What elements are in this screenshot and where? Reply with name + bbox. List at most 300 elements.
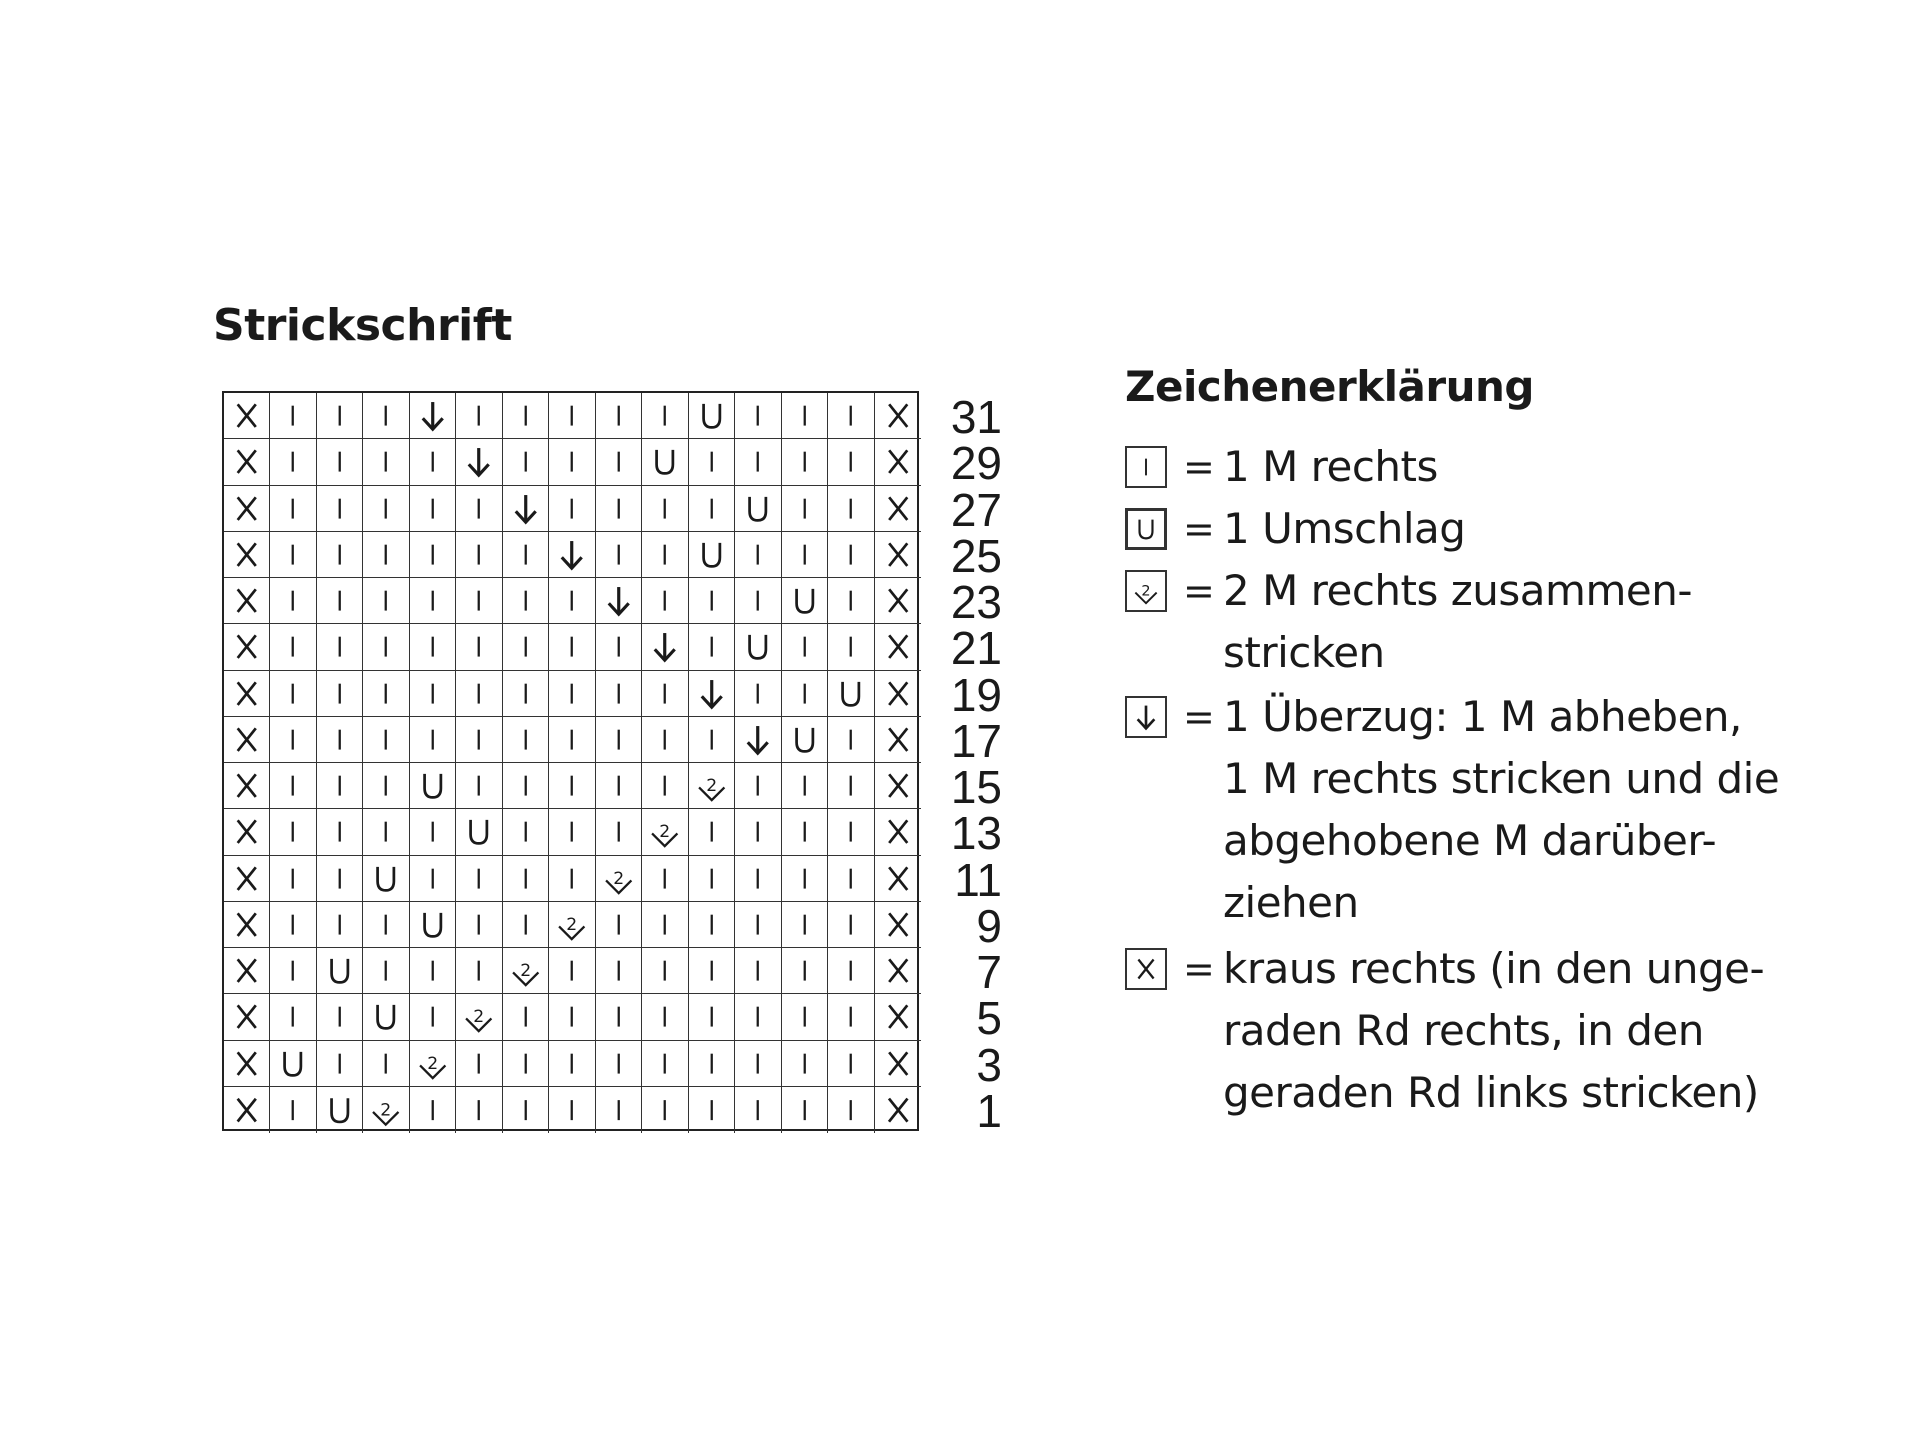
knit-stitch-icon (596, 994, 641, 1039)
knit-stitch-icon (503, 624, 548, 669)
garter-stitch-icon (875, 809, 921, 854)
yarn-over-icon (828, 671, 873, 716)
knit-stitch-symbol-cell (596, 994, 642, 1040)
garter-stitch-symbol-cell (224, 856, 270, 902)
knit-stitch-icon (270, 948, 315, 993)
knit-stitch-symbol-cell (363, 393, 409, 439)
knit-stitch-symbol-cell (642, 1041, 688, 1087)
knit-stitch-icon (456, 1087, 501, 1133)
knit-stitch-symbol-cell (549, 578, 595, 624)
knit-stitch-symbol-cell (642, 578, 688, 624)
yarn-over-icon (456, 809, 501, 854)
knit-stitch-icon (642, 763, 687, 808)
knit-stitch-symbol-cell (549, 856, 595, 902)
knit-stitch-icon (596, 532, 641, 577)
knit-stitch-symbol-cell (689, 1087, 735, 1133)
legend-description-line: 1 M rechts stricken und die (1223, 754, 1780, 803)
legend-description (1223, 560, 1920, 684)
knit-stitch-symbol-cell (270, 671, 316, 717)
k2tog-symbol-cell (363, 1087, 409, 1133)
legend-description (1223, 436, 1920, 498)
legend-title: Zeichenerklärung (1125, 362, 1534, 411)
knit-stitch-icon (410, 994, 455, 1039)
knit-stitch-symbol-cell (782, 393, 828, 439)
knit-stitch-symbol-cell (828, 1087, 874, 1133)
skp-decrease-symbol (1125, 696, 1167, 738)
knit-stitch-icon (410, 486, 455, 531)
garter-stitch-icon (875, 671, 921, 716)
knit-stitch-icon (828, 809, 873, 854)
knit-stitch-icon (549, 994, 594, 1039)
knit-stitch-symbol-cell (270, 948, 316, 994)
svg-text:2: 2 (473, 1007, 485, 1028)
garter-stitch-icon (224, 1087, 269, 1133)
knit-stitch-symbol-cell (828, 948, 874, 994)
knit-stitch-symbol-cell (363, 578, 409, 624)
knit-stitch-icon (317, 393, 362, 438)
knit-stitch-icon (828, 902, 873, 947)
yarn-over-icon (410, 763, 455, 808)
knit-stitch-symbol-cell (735, 809, 781, 855)
knit-stitch-icon (735, 578, 780, 623)
knit-stitch-icon (456, 856, 501, 901)
knit-stitch-symbol-cell (735, 393, 781, 439)
knit-stitch-icon (363, 486, 408, 531)
knit-stitch-icon (642, 948, 687, 993)
garter-stitch-symbol-cell (875, 532, 921, 578)
knit-stitch-icon (503, 532, 548, 577)
row-number: 31 (950, 391, 1002, 443)
knit-stitch-icon (363, 717, 408, 762)
knit-stitch-symbol-cell (270, 486, 316, 532)
knit-stitch-icon (828, 994, 873, 1039)
knit-stitch-icon (689, 994, 734, 1039)
knit-stitch-symbol-cell (689, 809, 735, 855)
k2tog-symbol-cell (549, 902, 595, 948)
knit-stitch-symbol-cell (503, 1087, 549, 1133)
svg-text:2: 2 (427, 1053, 439, 1074)
knit-stitch-symbol-cell (596, 1087, 642, 1133)
garter-stitch-symbol-cell (875, 763, 921, 809)
knit-stitch-icon (596, 1087, 641, 1133)
knit-stitch-symbol-cell (828, 1041, 874, 1087)
knit-stitch-symbol-cell (503, 532, 549, 578)
svg-text:2: 2 (1141, 583, 1151, 600)
garter-stitch-icon (875, 532, 921, 577)
legend-equals: = (1183, 445, 1215, 489)
knit-stitch-symbol-cell (549, 393, 595, 439)
garter-stitch-symbol-cell (224, 1087, 270, 1133)
knit-stitch-symbol-cell (735, 532, 781, 578)
garter-stitch-icon (224, 393, 269, 438)
garter-stitch-symbol-cell (875, 717, 921, 763)
legend-equals: = (1183, 569, 1215, 613)
knit-stitch-symbol-cell (642, 486, 688, 532)
knit-stitch-symbol-cell (456, 717, 502, 763)
knit-stitch-symbol-cell (270, 994, 316, 1040)
knit-stitch-symbol-cell (503, 624, 549, 670)
row-number: 5 (976, 992, 1002, 1045)
knit-stitch-icon (270, 624, 315, 669)
skp-decrease-icon (596, 578, 641, 623)
knit-stitch-icon (549, 1041, 594, 1086)
knit-stitch-icon (735, 994, 780, 1039)
knit-stitch-symbol-cell (410, 671, 456, 717)
knit-stitch-icon (270, 486, 315, 531)
knit-stitch-icon (782, 948, 827, 993)
garter-stitch-icon (224, 486, 269, 531)
knit-stitch-symbol-cell (270, 393, 316, 439)
knit-stitch-icon (549, 948, 594, 993)
knit-stitch-icon (689, 717, 734, 762)
knit-stitch-icon (363, 439, 408, 484)
knit-stitch-symbol-cell (689, 856, 735, 902)
knit-stitch-symbol-cell (317, 763, 363, 809)
knit-stitch-symbol-cell (596, 624, 642, 670)
knit-stitch-icon (782, 393, 827, 438)
knit-stitch-symbol-cell (317, 856, 363, 902)
knit-stitch-symbol-cell (410, 439, 456, 485)
row-number: 19 (950, 668, 1002, 721)
svg-text:2: 2 (566, 914, 578, 935)
knit-stitch-symbol-cell (317, 1041, 363, 1087)
k2tog-icon (363, 1087, 408, 1133)
knit-stitch-symbol-cell (828, 717, 874, 763)
yarn-over-icon (735, 624, 780, 669)
knit-stitch-symbol-cell (735, 578, 781, 624)
knit-stitch-symbol-cell (642, 393, 688, 439)
knit-stitch-icon (456, 486, 501, 531)
knit-stitch-icon (828, 393, 873, 438)
garter-stitch-symbol-cell (224, 671, 270, 717)
knit-stitch-symbol-cell (642, 902, 688, 948)
knit-stitch-symbol-cell (596, 948, 642, 994)
knit-stitch-icon (828, 763, 873, 808)
yarn-over-icon (363, 994, 408, 1039)
knit-stitch-symbol-cell (596, 1041, 642, 1087)
yarn-over-symbol-cell (456, 809, 502, 855)
knit-stitch-symbol-cell (549, 948, 595, 994)
knit-stitch-symbol-cell (549, 994, 595, 1040)
knit-stitch-icon (596, 671, 641, 716)
knit-stitch-symbol-cell (828, 393, 874, 439)
skp-decrease-symbol-cell (596, 578, 642, 624)
skp-decrease-symbol-cell (642, 624, 688, 670)
knit-stitch-icon (782, 439, 827, 484)
knit-stitch-icon (503, 994, 548, 1039)
knit-stitch-symbol-cell (782, 763, 828, 809)
knit-stitch-icon (596, 763, 641, 808)
knit-stitch-symbol-cell (642, 1087, 688, 1133)
knit-stitch-icon (642, 717, 687, 762)
knit-stitch-symbol-cell (270, 809, 316, 855)
knit-stitch-symbol-cell (596, 532, 642, 578)
knit-stitch-icon (782, 671, 827, 716)
garter-stitch-icon (875, 902, 921, 947)
skp-decrease-icon (410, 393, 455, 438)
knit-stitch-symbol-cell (782, 671, 828, 717)
knit-stitch-icon (735, 671, 780, 716)
knit-stitch-icon (410, 717, 455, 762)
knit-stitch-icon (270, 763, 315, 808)
knit-stitch-icon (270, 1087, 315, 1133)
knit-stitch-icon (503, 578, 548, 623)
knit-stitch-icon (363, 763, 408, 808)
knit-stitch-symbol-cell (317, 393, 363, 439)
garter-stitch-icon (875, 948, 921, 993)
knit-stitch-icon (596, 393, 641, 438)
knit-stitch-icon (270, 532, 315, 577)
svg-text:2: 2 (613, 868, 624, 889)
knit-stitch-symbol-cell (549, 763, 595, 809)
knit-stitch-icon (642, 671, 687, 716)
knit-stitch-symbol-cell (363, 486, 409, 532)
skp-decrease-symbol-cell (549, 532, 595, 578)
knit-stitch-icon (735, 948, 780, 993)
knit-stitch-symbol-cell (410, 809, 456, 855)
knit-stitch-icon (503, 763, 548, 808)
garter-stitch-icon (224, 856, 269, 901)
knit-stitch-symbol-cell (503, 393, 549, 439)
knit-stitch-icon (503, 393, 548, 438)
knit-stitch-symbol-cell (270, 763, 316, 809)
knit-stitch-symbol-cell (410, 994, 456, 1040)
knit-stitch-icon (596, 1041, 641, 1086)
knit-stitch-symbol-cell (317, 624, 363, 670)
knit-stitch-symbol-cell (456, 486, 502, 532)
knit-stitch-icon (270, 578, 315, 623)
knit-stitch-icon (828, 486, 873, 531)
knit-stitch-icon (503, 671, 548, 716)
garter-stitch-symbol-cell (224, 439, 270, 485)
knit-stitch-symbol-cell (317, 578, 363, 624)
skp-decrease-symbol-cell (503, 486, 549, 532)
row-number: 29 (950, 437, 1002, 490)
k2tog-symbol-cell (410, 1041, 456, 1087)
knit-stitch-icon (503, 1041, 548, 1086)
garter-stitch-icon (224, 1041, 269, 1086)
row-number: 1 (976, 1084, 1002, 1137)
knit-stitch-symbol-cell (503, 763, 549, 809)
legend-description-line: raden Rd rechts, in den (1223, 1006, 1704, 1055)
knit-stitch-symbol-cell (317, 671, 363, 717)
knit-stitch-icon (456, 717, 501, 762)
knit-stitch-symbol-cell (270, 1087, 316, 1133)
garter-stitch-symbol-cell (875, 671, 921, 717)
knit-stitch-icon (456, 393, 501, 438)
knit-stitch-icon (689, 809, 734, 854)
knit-stitch-symbol-cell (363, 439, 409, 485)
knit-stitch-symbol-cell (596, 763, 642, 809)
knit-stitch-symbol-cell (456, 393, 502, 439)
yarn-over-icon (735, 486, 780, 531)
knit-stitch-symbol-cell (642, 671, 688, 717)
garter-stitch-icon (875, 439, 921, 484)
knit-stitch-icon (689, 1041, 734, 1086)
k2tog-icon (503, 948, 548, 993)
knit-stitch-symbol-cell (503, 1041, 549, 1087)
knit-stitch-symbol-cell (735, 994, 781, 1040)
legend-equals: = (1183, 947, 1215, 991)
knit-stitch-icon (642, 1041, 687, 1086)
skp-decrease-icon (735, 717, 780, 762)
knit-stitch-symbol-cell (270, 624, 316, 670)
yarn-over-symbol-cell (410, 902, 456, 948)
knit-stitch-icon (503, 809, 548, 854)
knit-stitch-symbol-cell (549, 671, 595, 717)
knit-stitch-symbol-cell (689, 486, 735, 532)
knit-stitch-icon (317, 486, 362, 531)
knit-stitch-icon (735, 856, 780, 901)
garter-stitch-symbol-cell (224, 393, 270, 439)
k2tog-symbol (1125, 570, 1167, 612)
row-number: 7 (976, 946, 1002, 998)
knit-stitch-icon (317, 809, 362, 854)
knit-stitch-icon (270, 856, 315, 901)
knit-stitch-icon (782, 1087, 827, 1133)
yarn-over-symbol-cell (735, 486, 781, 532)
skp-decrease-symbol-cell (456, 439, 502, 485)
knit-stitch-symbol-cell (642, 948, 688, 994)
garter-stitch-icon (875, 624, 921, 669)
knit-stitch-symbol-cell (596, 902, 642, 948)
row-number: 21 (950, 622, 1002, 675)
knit-stitch-icon (270, 994, 315, 1039)
knit-stitch-icon (317, 717, 362, 762)
knit-stitch-symbol-cell (642, 994, 688, 1040)
knit-stitch-icon (410, 1087, 455, 1133)
knit-stitch-icon (317, 902, 362, 947)
knit-stitch-symbol-cell (828, 439, 874, 485)
knit-stitch-symbol-cell (270, 578, 316, 624)
knit-stitch-symbol-cell (689, 994, 735, 1040)
knit-stitch-icon (735, 1087, 780, 1133)
row-number: 23 (950, 576, 1002, 628)
knit-stitch-icon (363, 902, 408, 947)
knit-stitch-symbol-cell (735, 1087, 781, 1133)
knit-stitch-symbol-cell (828, 486, 874, 532)
knit-stitch-icon (456, 671, 501, 716)
knit-stitch-icon (596, 902, 641, 947)
knit-stitch-symbol-cell (456, 1041, 502, 1087)
knit-stitch-icon (456, 948, 501, 993)
knit-stitch-symbol-cell (317, 717, 363, 763)
garter-stitch-icon (224, 439, 269, 484)
svg-text:2: 2 (520, 961, 532, 982)
knit-stitch-icon (503, 1087, 548, 1133)
knit-stitch-icon (782, 1041, 827, 1086)
k2tog-symbol-cell (642, 809, 688, 855)
knit-stitch-icon (596, 486, 641, 531)
knit-stitch-symbol-cell (642, 763, 688, 809)
knit-stitch-symbol-cell (782, 532, 828, 578)
garter-stitch-icon (875, 578, 921, 623)
garter-stitch-symbol-cell (224, 763, 270, 809)
garter-stitch-icon (224, 717, 269, 762)
k2tog-symbol-cell (596, 856, 642, 902)
garter-stitch-symbol-cell (224, 1041, 270, 1087)
knit-stitch-symbol-cell (317, 994, 363, 1040)
knit-stitch-symbol-cell (782, 1041, 828, 1087)
knit-stitch-symbol-cell (828, 532, 874, 578)
garter-stitch-symbol-cell (875, 1087, 921, 1133)
knit-stitch-icon (596, 717, 641, 762)
garter-stitch-symbol-cell (224, 717, 270, 763)
knit-stitch-symbol-cell (782, 486, 828, 532)
garter-stitch-symbol (1125, 948, 1167, 990)
knit-stitch-icon (549, 624, 594, 669)
garter-stitch-symbol-cell (875, 486, 921, 532)
garter-stitch-icon (224, 902, 269, 947)
knit-stitch-symbol-cell (410, 856, 456, 902)
knit-stitch-symbol-cell (596, 809, 642, 855)
knit-stitch-symbol-cell (410, 486, 456, 532)
legend-description-line: geraden Rd links stricken) (1223, 1068, 1759, 1117)
knit-stitch-symbol-cell (735, 671, 781, 717)
knit-stitch-icon (317, 624, 362, 669)
knit-stitch-icon (270, 439, 315, 484)
knit-stitch-icon (596, 439, 641, 484)
knit-stitch-icon (689, 902, 734, 947)
garter-stitch-icon (875, 1087, 921, 1133)
knit-stitch-symbol-cell (828, 994, 874, 1040)
knit-stitch-icon (410, 624, 455, 669)
knit-stitch-icon (410, 856, 455, 901)
garter-stitch-symbol-cell (875, 624, 921, 670)
knit-stitch-icon (549, 671, 594, 716)
knit-stitch-icon (317, 856, 362, 901)
knit-stitch-symbol-cell (317, 809, 363, 855)
k2tog-icon (549, 902, 594, 947)
knit-stitch-icon (735, 902, 780, 947)
knit-stitch-icon (549, 578, 594, 623)
knit-stitch-icon (689, 578, 734, 623)
row-number: 25 (950, 529, 1002, 582)
k2tog-icon (642, 809, 687, 854)
garter-stitch-symbol-cell (224, 902, 270, 948)
knit-stitch-symbol-cell (782, 439, 828, 485)
knit-stitch-symbol-cell (270, 717, 316, 763)
knit-stitch-symbol-cell (549, 1087, 595, 1133)
garter-stitch-icon (224, 948, 269, 993)
knit-stitch-symbol-cell (317, 486, 363, 532)
yarn-over-icon (317, 1087, 362, 1133)
knit-stitch-icon (735, 439, 780, 484)
knit-stitch-icon (596, 624, 641, 669)
knit-stitch-symbol-cell (410, 717, 456, 763)
knit-stitch-symbol-cell (456, 578, 502, 624)
knit-stitch-symbol-cell (363, 532, 409, 578)
legend-description (1223, 498, 1920, 560)
garter-stitch-symbol-cell (224, 948, 270, 994)
knit-stitch-symbol-cell (456, 902, 502, 948)
garter-stitch-icon (224, 763, 269, 808)
yarn-over-symbol-cell (782, 717, 828, 763)
k2tog-icon (456, 994, 501, 1039)
knit-stitch-symbol-cell (549, 486, 595, 532)
knit-stitch-icon (735, 393, 780, 438)
yarn-over-symbol-cell (363, 856, 409, 902)
legend-description (1223, 686, 1920, 934)
knit-stitch-symbol-cell (828, 856, 874, 902)
knit-stitch-symbol-cell (828, 578, 874, 624)
knit-stitch-icon (503, 856, 548, 901)
knit-stitch-symbol-cell (735, 856, 781, 902)
knit-stitch-icon (828, 1041, 873, 1086)
knit-stitch-icon (317, 994, 362, 1039)
yarn-over-symbol-cell (782, 578, 828, 624)
knit-stitch-symbol-cell (596, 717, 642, 763)
